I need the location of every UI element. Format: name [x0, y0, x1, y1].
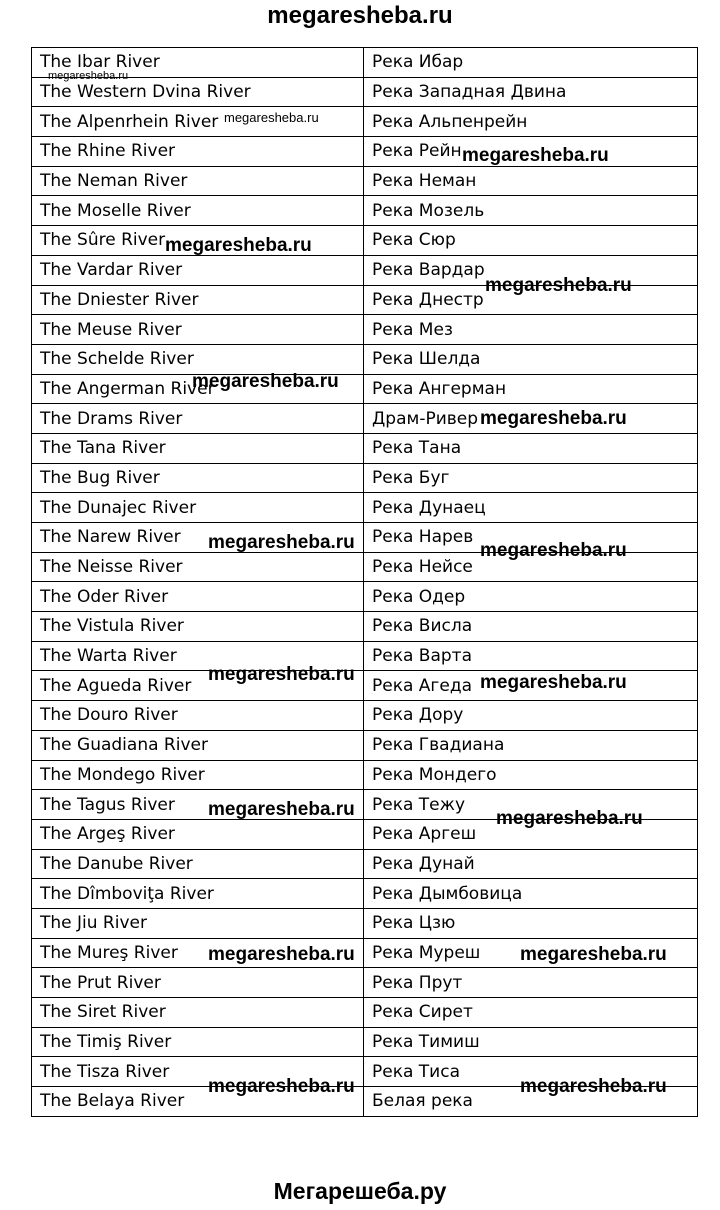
river-name-english: The Agueda River — [32, 671, 364, 701]
river-name-english: The Sûre River — [32, 226, 364, 256]
river-name-russian: Река Шелда — [364, 344, 698, 374]
watermark-text: megaresheba.ru — [48, 70, 129, 82]
watermark-text: megaresheba.ru — [480, 672, 627, 693]
river-name-english: The Belaya River — [32, 1087, 364, 1117]
watermark-text: megaresheba.ru — [520, 944, 667, 965]
river-name-english: The Dîmboviţa River — [32, 879, 364, 909]
table-row — [32, 196, 698, 226]
table-row — [32, 374, 698, 404]
river-name-english: The Jiu River — [32, 908, 364, 938]
river-name-english: The Tagus River — [32, 790, 364, 820]
river-name-russian: Река Тимиш — [364, 1027, 698, 1057]
river-name-english: The Siret River — [32, 998, 364, 1028]
river-name-english: The Mondego River — [32, 760, 364, 790]
river-name-russian: Река Мез — [364, 315, 698, 345]
river-name-english: The Bug River — [32, 463, 364, 493]
table-row — [32, 908, 698, 938]
river-name-english: The Schelde River — [32, 344, 364, 374]
river-name-english: The Vistula River — [32, 612, 364, 642]
table-row — [32, 48, 698, 78]
table-row — [32, 166, 698, 196]
watermark-text: megaresheba.ru — [480, 408, 627, 429]
river-name-russian: Река Муреш — [364, 938, 698, 968]
river-name-russian: Река Тана — [364, 433, 698, 463]
river-name-russian: Река Нейсе — [364, 552, 698, 582]
river-name-english: The Alpenrhein River — [32, 107, 364, 137]
river-name-russian: Драм-Ривер — [364, 404, 698, 434]
table-row — [32, 463, 698, 493]
watermark-text: megaresheba.ru — [208, 799, 355, 820]
river-name-russian: Река Рейн — [364, 137, 698, 167]
watermark-text: megaresheba.ru — [208, 944, 355, 965]
river-name-english: The Argeş River — [32, 819, 364, 849]
river-name-english: The Meuse River — [32, 315, 364, 345]
river-name-english: The Moselle River — [32, 196, 364, 226]
page-footer: Мегарешеба.ру — [273, 1178, 447, 1204]
watermark-text: megaresheba.ru — [496, 808, 643, 829]
river-name-russian: Река Дымбовица — [364, 879, 698, 909]
river-name-russian: Река Ибар — [364, 48, 698, 78]
river-name-russian: Река Сирет — [364, 998, 698, 1028]
watermark-text: megaresheba.ru — [485, 275, 632, 296]
river-name-english: The Western Dvina River — [32, 77, 364, 107]
river-name-english: The Drams River — [32, 404, 364, 434]
river-name-russian: Река Буг — [364, 463, 698, 493]
table-row — [32, 612, 698, 642]
watermark-text: megaresheba.ru — [462, 145, 609, 166]
river-name-russian: Река Дору — [364, 701, 698, 731]
river-name-english: The Timiş River — [32, 1027, 364, 1057]
page-header: megaresheba.ru — [267, 2, 453, 29]
table-row — [32, 998, 698, 1028]
river-name-russian: Река Дунаец — [364, 493, 698, 523]
river-name-english: The Tana River — [32, 433, 364, 463]
watermark-text: megaresheba.ru — [192, 371, 339, 392]
river-name-english: The Neman River — [32, 166, 364, 196]
river-name-english: The Vardar River — [32, 255, 364, 285]
river-name-russian: Река Прут — [364, 968, 698, 998]
river-name-russian: Река Сюр — [364, 226, 698, 256]
table-row — [32, 582, 698, 612]
watermark-text: megaresheba.ru — [480, 540, 627, 561]
river-name-russian: Река Днестр — [364, 285, 698, 315]
table-row — [32, 493, 698, 523]
river-name-english: The Neisse River — [32, 552, 364, 582]
river-name-russian: Река Ангерман — [364, 374, 698, 404]
table-row — [32, 315, 698, 345]
river-name-english: The Tisza River — [32, 1057, 364, 1087]
river-name-russian: Река Одер — [364, 582, 698, 612]
river-name-russian: Река Мозель — [364, 196, 698, 226]
river-name-english: The Danube River — [32, 849, 364, 879]
table-row — [32, 879, 698, 909]
river-name-russian: Белая река — [364, 1087, 698, 1117]
river-name-russian: Река Агеда — [364, 671, 698, 701]
river-name-russian: Река Альпенрейн — [364, 107, 698, 137]
table-row — [32, 760, 698, 790]
river-name-english: The Warta River — [32, 641, 364, 671]
river-name-english: The Prut River — [32, 968, 364, 998]
river-name-english: The Douro River — [32, 701, 364, 731]
river-name-russian: Река Варта — [364, 641, 698, 671]
table-row — [32, 1027, 698, 1057]
watermark-text: megaresheba.ru — [208, 664, 355, 685]
river-name-english: The Ibar River — [32, 48, 364, 78]
river-name-russian: Река Аргеш — [364, 819, 698, 849]
table-row — [32, 730, 698, 760]
river-name-russian: Река Висла — [364, 612, 698, 642]
river-name-english: The Oder River — [32, 582, 364, 612]
river-name-english: The Mureş River — [32, 938, 364, 968]
river-name-russian: Река Западная Двина — [364, 77, 698, 107]
table-row — [32, 701, 698, 731]
table-row — [32, 641, 698, 671]
table-row — [32, 849, 698, 879]
river-name-russian: Река Мондего — [364, 760, 698, 790]
watermark-text: megaresheba.ru — [224, 110, 319, 125]
river-name-english: The Narew River — [32, 523, 364, 553]
watermark-text: megaresheba.ru — [520, 1076, 667, 1097]
river-name-english: The Dunajec River — [32, 493, 364, 523]
river-name-russian: Река Неман — [364, 166, 698, 196]
river-name-english: The Guadiana River — [32, 730, 364, 760]
river-name-russian: Река Дунай — [364, 849, 698, 879]
river-name-english: The Dniester River — [32, 285, 364, 315]
table-row — [32, 433, 698, 463]
river-name-russian: Река Тежу — [364, 790, 698, 820]
river-name-russian: Река Нарев — [364, 523, 698, 553]
river-name-russian: Река Гвадиана — [364, 730, 698, 760]
river-name-russian: Река Тиса — [364, 1057, 698, 1087]
watermark-text: megaresheba.ru — [208, 1076, 355, 1097]
river-name-russian: Река Цзю — [364, 908, 698, 938]
table-row — [32, 107, 698, 137]
table-row — [32, 344, 698, 374]
watermark-text: megaresheba.ru — [165, 235, 312, 256]
table-row — [32, 77, 698, 107]
watermark-text: megaresheba.ru — [208, 532, 355, 553]
river-name-english: The Rhine River — [32, 137, 364, 167]
table-row — [32, 226, 698, 256]
table-row — [32, 968, 698, 998]
river-name-english: The Angerman River — [32, 374, 364, 404]
river-name-russian: Река Вардар — [364, 255, 698, 285]
